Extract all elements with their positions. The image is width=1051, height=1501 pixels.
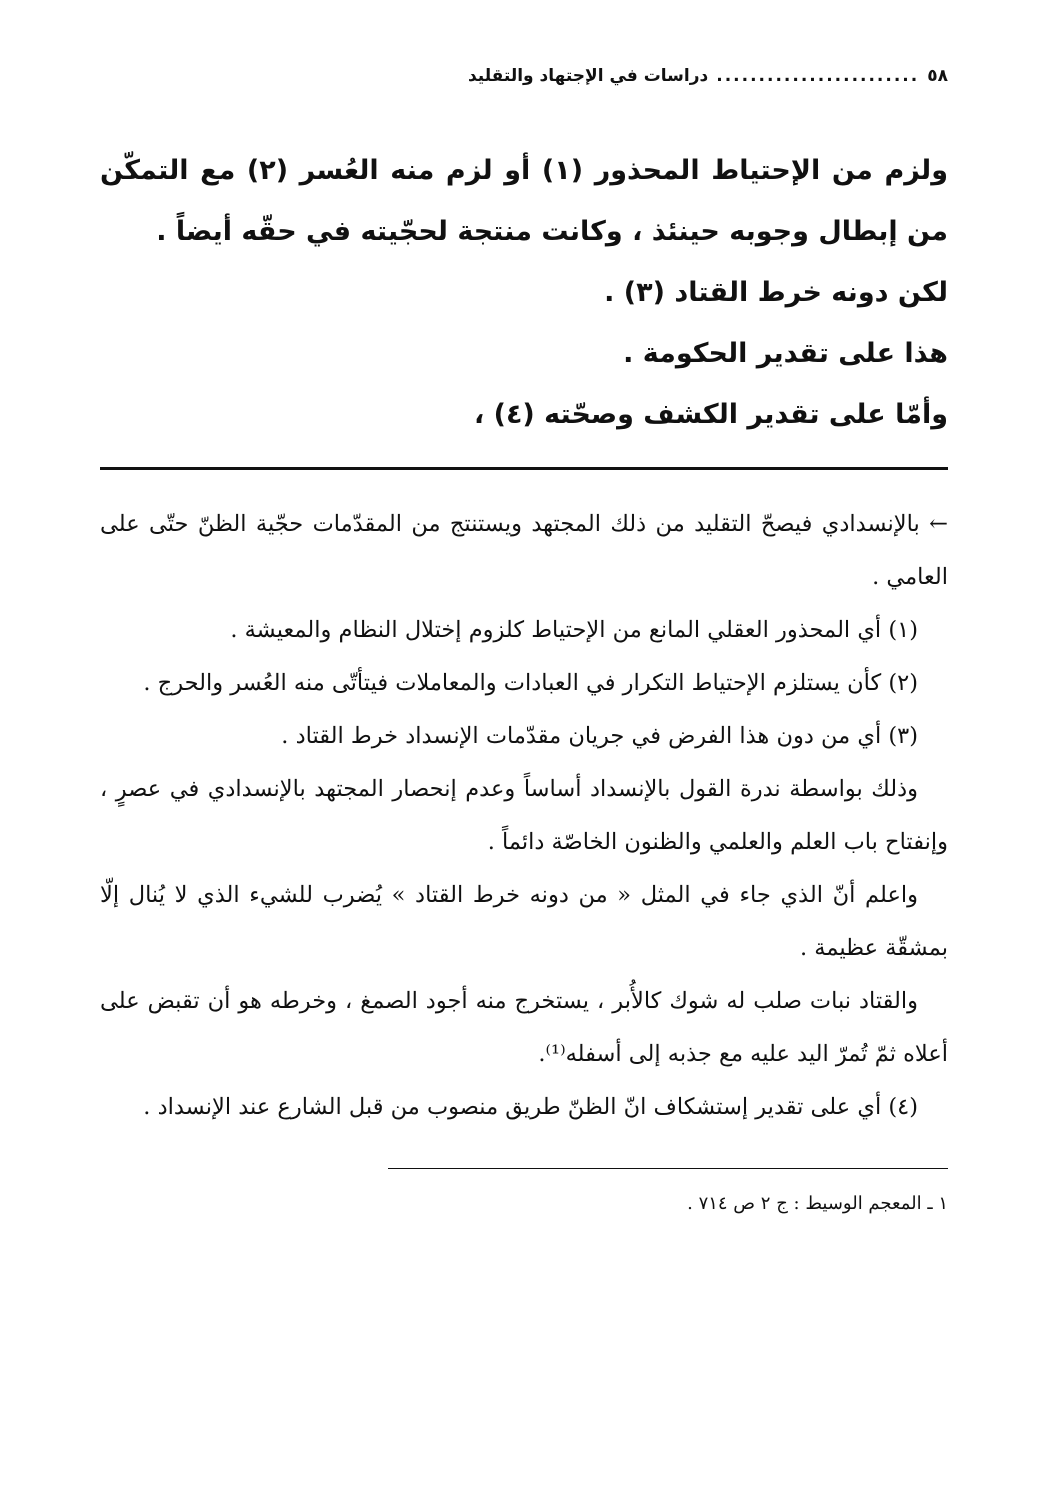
footnote-reference: ١ ـ المعجم الوسيط : ج ٢ ص ٧١٤ . xyxy=(687,1193,948,1214)
page-number: ٥٨ xyxy=(927,66,948,86)
note-4: (٤) أي على تقدير إستشكاف انّ الظنّ طريق منصوب من قبل الشارع عند الإنسداد . xyxy=(143,1094,918,1120)
main-text xyxy=(100,140,948,445)
note-1: (١) أي المحذور العقلي المانع من الإحتياط كلزوم إختلال النظام والمعيشة . xyxy=(230,617,918,643)
running-title: دراسات في الإجتهاد والتقليد xyxy=(467,66,709,86)
page-header xyxy=(100,56,948,96)
note-continuation: ← بالإنسدادي فيصحّ التقليد من ذلك المجتهد ويستنتج من المقدّمات حجّية الظنّ حتّى على العامي . xyxy=(100,511,948,590)
main-notes-separator xyxy=(100,467,948,470)
main-paragraph: وأمّا على تقدير الكشف وصحّته (٤) ، xyxy=(473,399,948,430)
main-paragraph: هذا على تقدير الحكومة . xyxy=(623,338,948,369)
header-leader-dots: ........................ xyxy=(716,66,920,86)
main-paragraph: ولزم من الإحتياط المحذور (١) أو لزم منه العُسر (٢) مع التمكّن من إبطال وجوبه حينئذ ، وكانت منتجة لحجّيته في حقّه أيضاً . xyxy=(100,155,948,247)
main-paragraph: لكن دونه خرط القتاد (٣) . xyxy=(604,277,948,308)
note-3-qatad: والقتاد نبات صلب له شوك كالأُبر ، يستخرج منه أجود الصمغ ، وخرطه هو أن تقبض على أعلاه ثمّ تُمرّ اليد عليه مع جذبه إلى أسفله⁽¹⁾. xyxy=(100,988,948,1067)
document-page xyxy=(100,56,948,1476)
footnote-rule xyxy=(388,1168,948,1169)
note-3-proverb: واعلم أنّ الذي جاء في المثل « من دونه خرط القتاد » يُضرب للشيء الذي لا يُنال إلّا بمشقّة عظيمة . xyxy=(100,882,948,961)
note-3-explanation: وذلك بواسطة ندرة القول بالإنسداد أساساً وعدم إنحصار المجتهد بالإنسدادي في عصرٍ ، وإنفتاح باب العلم والعلمي والظنون الخاصّة دائماً . xyxy=(100,776,948,855)
note-2: (٢) كأن يستلزم الإحتياط التكرار في العبادات والمعاملات فيتأتّى منه العُسر والحرج . xyxy=(143,670,918,696)
note-3: (٣) أي من دون هذا الفرض في جريان مقدّمات الإنسداد خرط القتاد . xyxy=(281,723,918,749)
commentary-notes xyxy=(100,498,948,1134)
